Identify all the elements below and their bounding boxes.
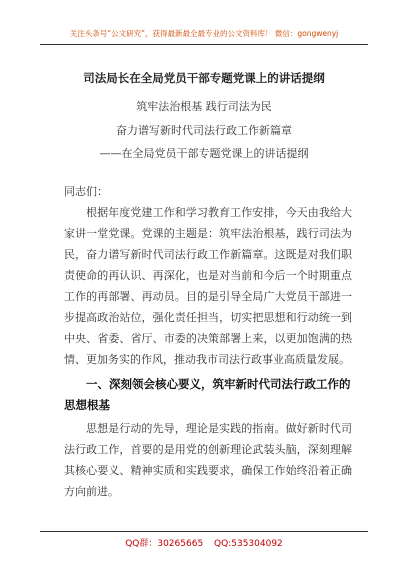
subtitle-line-1: 筑牢法治根基 践行司法为民 bbox=[136, 100, 272, 113]
document-title: 司法局长在全局党员干部专题党课上的讲话提纲 bbox=[83, 71, 325, 85]
qq-text: QQ:535304092 bbox=[214, 539, 283, 549]
section-1-paragraph: 思想是行动的先导，理论是实践的指南。做好新时代司法行政工作，首要的是用党的创新理论武装头脑，深刻理解其核心要义、精神实质和实践要求，确保工作始终沿着正确方向前进。 bbox=[64, 422, 352, 498]
salutation: 同志们： bbox=[64, 185, 108, 198]
header-divider bbox=[40, 44, 368, 45]
footer-contact bbox=[40, 536, 368, 549]
header-notice: 关注头条号“公文研究”，获得最新最全最专业的公文资料库！ 微信：gongwenyj bbox=[69, 29, 339, 38]
footer-divider bbox=[40, 531, 368, 532]
intro-paragraph: 根据年度党建工作和学习教育工作安排，今天由我给大家讲一堂党课。党课的主题是：筑牢法治根基，践行司法为民，奋力谱写新时代司法行政工作新篇章。这既是对我们职责使命的再认识、再深化，也是对当前和今后一个时期重点工作的再部署、再动员。目的是引导全局广大党员干部进一步提高政治站位，强化责任担当，切实把思想和行动统一到中央、省委、省厅、市委的决策部署上来，以更加饱满的热情、更加务实的作风，推动我市司法行政事业高质量发展。 bbox=[64, 206, 352, 366]
qq-group-text: QQ群：30265665 bbox=[125, 539, 204, 549]
section-heading-1: 一、深刻领会核心要义，筑牢新时代司法行政工作的思想根基 bbox=[64, 377, 351, 412]
subtitle-line-2: 奋力谱写新时代司法行政工作新篇章 bbox=[116, 124, 292, 137]
subtitle-line-3: ——在全局党员干部专题党课上的讲话提纲 bbox=[99, 147, 309, 160]
